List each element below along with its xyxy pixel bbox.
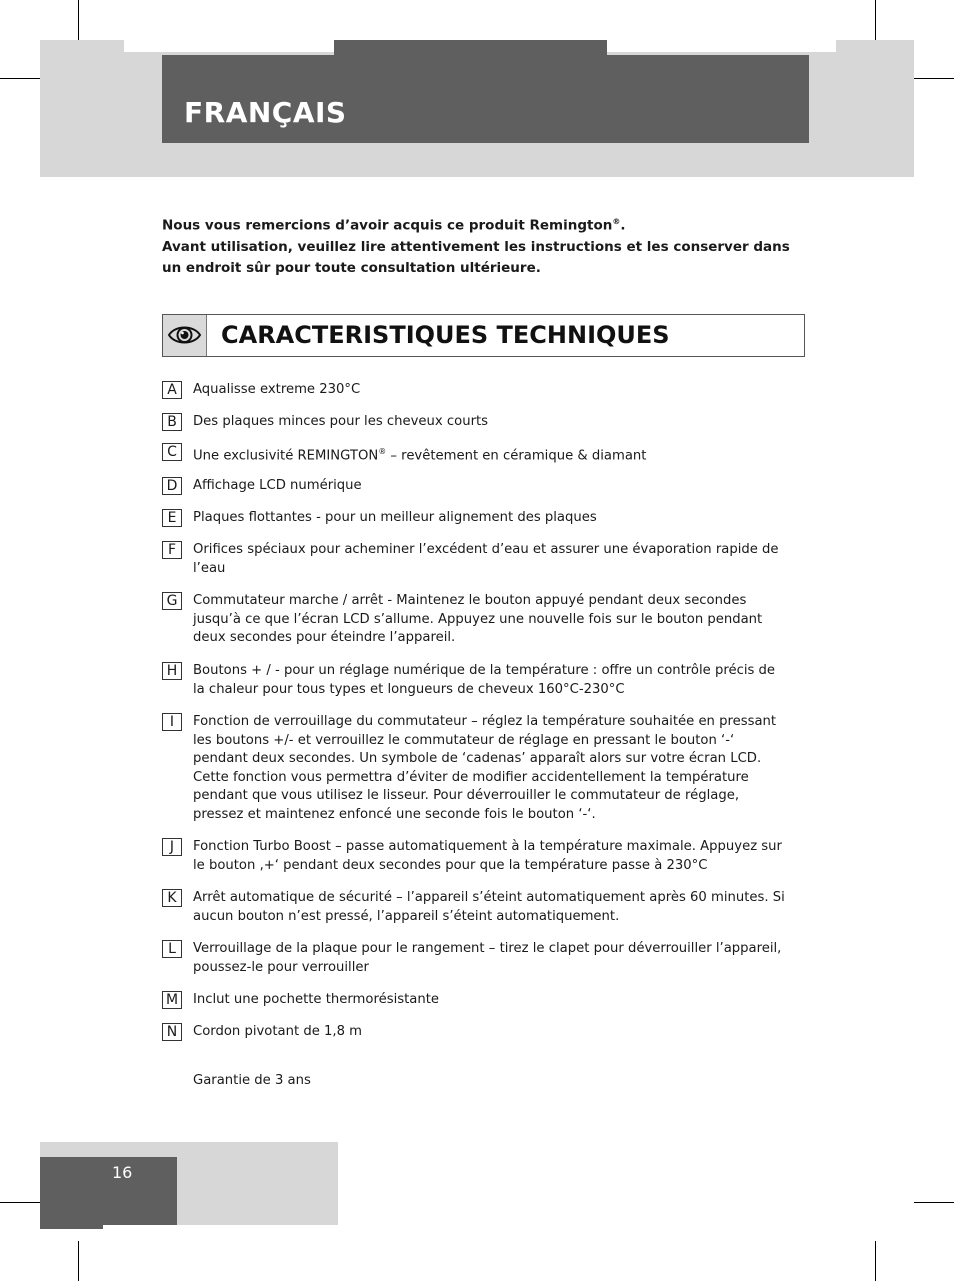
feature-text: Plaques flottantes - pour un meilleur alignement des plaques <box>193 510 597 525</box>
feature-letter: B <box>162 413 182 431</box>
feature-letter: N <box>162 1023 182 1041</box>
section-icon-box <box>163 315 207 356</box>
feature-letter: G <box>162 592 182 610</box>
intro-line-1 <box>162 211 802 237</box>
feature-letter: E <box>162 509 182 527</box>
crop-mark <box>875 1241 876 1281</box>
intro-line-1-text: Nous vous remercions d’avoir acquis ce produit Remington <box>162 217 613 234</box>
feature-letter: A <box>162 381 182 399</box>
feature-letter: J <box>162 838 182 856</box>
feature-text: Fonction Turbo Boost – passe automatiquement à la température maximale. Appuyez sur le bouton ‚+‘ pendant deux secondes pour que la température passe à 230°C <box>193 839 782 873</box>
page-number: 16 <box>112 1163 133 1182</box>
section-heading <box>162 314 805 357</box>
feature-text-part: – revêtement en céramique & diamant <box>386 448 647 464</box>
page-number-block <box>40 1157 177 1225</box>
eye-icon <box>167 323 202 347</box>
feature-text-part: Une exclusivité REMINGTON <box>193 448 379 464</box>
registered-mark: ® <box>378 447 387 456</box>
intro-line-2: Avant utilisation, veuillez lire attentivement les instructions et les conserver dans un endroit sûr pour toute consultation ultérieure. <box>162 238 790 276</box>
feature-text: Commutateur marche / arrêt - Maintenez le bouton appuyé pendant deux secondes jusqu’à ce que l’écran LCD s’allume. Appuyez une nouvelle fois sur le bouton pendant deux secondes pour éteindre l’appareil. <box>193 593 763 645</box>
page-title: FRANÇAIS <box>184 96 347 129</box>
feature-text: Orifices spéciaux pour acheminer l’excédent d’eau et assurer une évaporation rapide de l’eau <box>193 542 779 576</box>
feature-text: Des plaques minces pour les cheveux courts <box>193 414 489 429</box>
feature-letter: H <box>162 662 182 680</box>
feature-text: Inclut une pochette thermorésistante <box>193 992 440 1007</box>
crop-mark <box>78 0 79 40</box>
feature-letter: M <box>162 991 182 1009</box>
crop-mark <box>914 78 954 79</box>
header-tab <box>334 40 607 56</box>
crop-mark <box>0 78 40 79</box>
feature-text: Aqualisse extreme 230°C <box>193 382 361 397</box>
section-title: CARACTERISTIQUES TECHNIQUES <box>221 321 670 349</box>
feature-letter: C <box>162 443 182 461</box>
registered-mark: ® <box>612 217 621 226</box>
feature-text: Boutons + / - pour un réglage numérique de la température : offre un contrôle précis de la chaleur pour tous types et longueurs de cheveux 160°C-230°C <box>193 663 776 697</box>
feature-letter: K <box>162 889 182 907</box>
footer-tab <box>40 1224 103 1229</box>
feature-text: Fonction de verrouillage du commutateur – réglez la température souhaitée en pressant les boutons +/- et verrouillez le commutateur de réglage en pressant le bouton ‘-‘ pendant deux secondes. Un symbole de ‘cadenas’ apparaît alors sur votre écran LCD. Cette fonction vous permettra d’éviter de modifier accidentellement la température pendant que vous utilisez le lisseur. Pour déverrouiller le commutateur de réglage, pressez et maintenez enfoncé une seconde fois le bouton ‘-‘. <box>193 714 777 822</box>
crop-mark <box>78 1241 79 1281</box>
warranty-text: Garantie de 3 ans <box>193 1073 311 1088</box>
feature-letter: F <box>162 541 182 559</box>
intro-line-1-end: . <box>620 217 626 234</box>
intro-text <box>162 211 802 279</box>
feature-text <box>193 443 788 466</box>
feature-letter: I <box>162 713 182 731</box>
crop-mark <box>914 1202 954 1203</box>
feature-text: Verrouillage de la plaque pour le rangement – tirez le clapet pour déverrouiller l’appareil, poussez-le pour verrouiller <box>193 941 782 975</box>
crop-mark <box>0 1202 40 1203</box>
crop-mark <box>875 0 876 40</box>
feature-letter: D <box>162 477 182 495</box>
feature-text: Arrêt automatique de sécurité – l’appareil s’éteint automatiquement après 60 minutes. Si aucun bouton n’est pressé, l’appareil s’éteint automatiquement. <box>193 890 785 924</box>
feature-letter: L <box>162 940 182 958</box>
feature-text: Affichage LCD numérique <box>193 478 362 493</box>
feature-text: Cordon pivotant de 1,8 m <box>193 1024 363 1039</box>
